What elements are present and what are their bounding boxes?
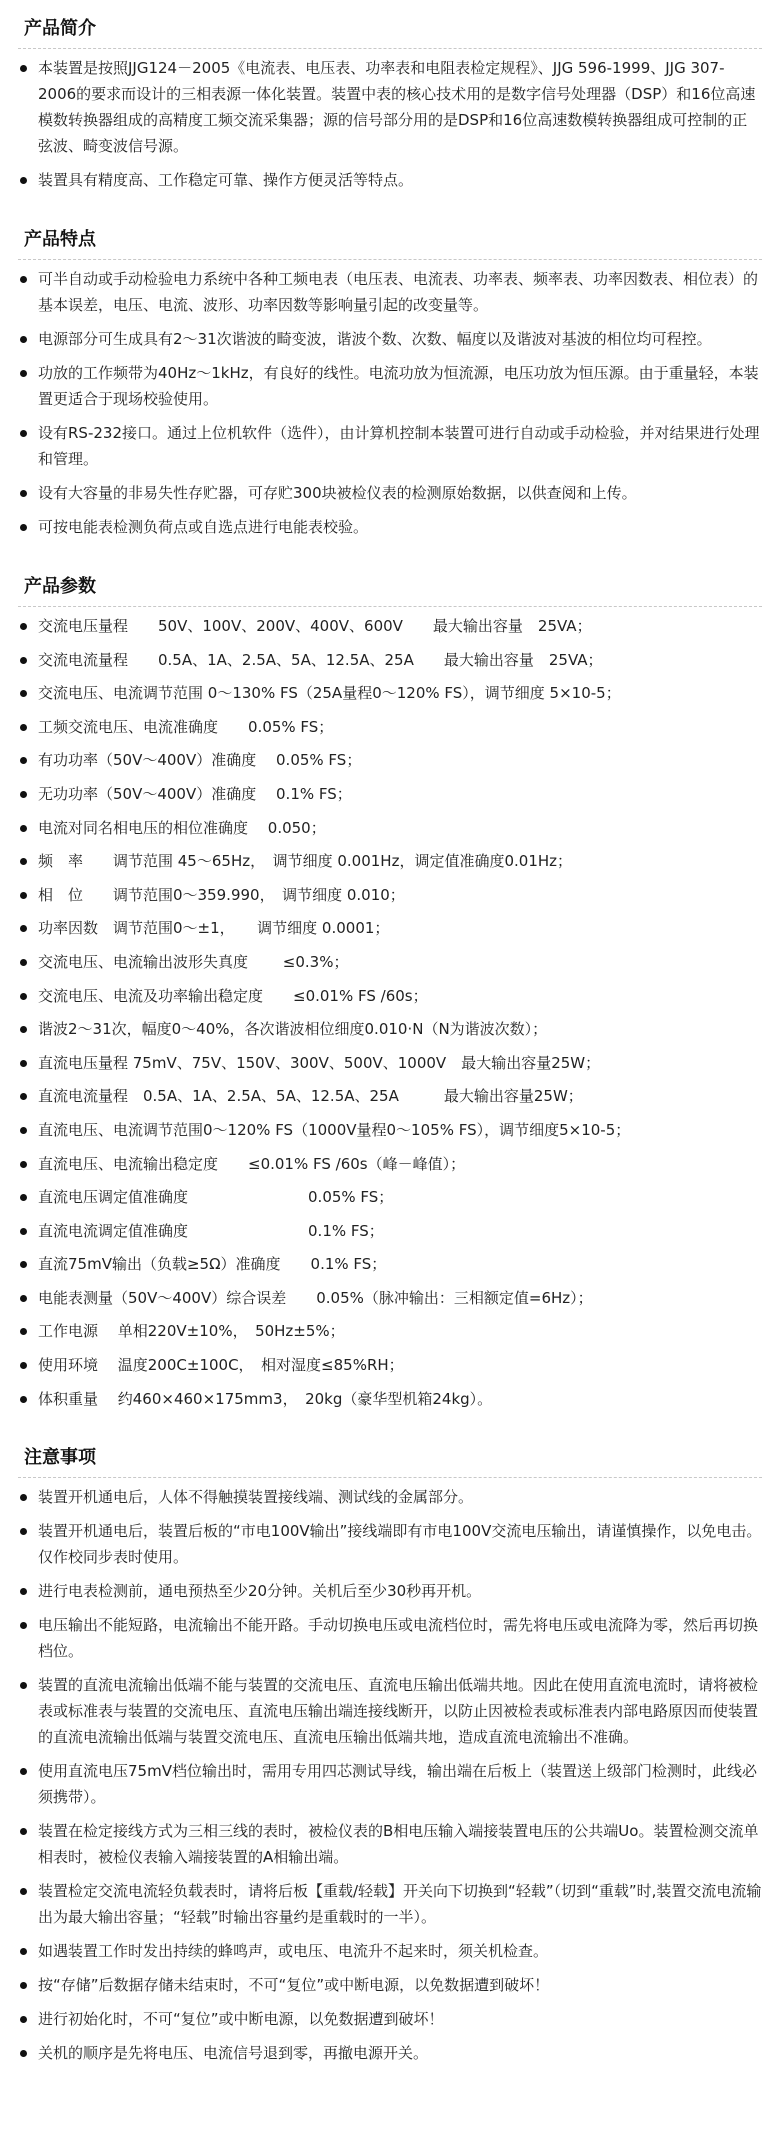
list-item [18, 1285, 762, 1311]
section-features [18, 211, 762, 558]
list-item [18, 1878, 762, 1930]
list-item [18, 167, 762, 193]
list-item-text: 设有大容量的非易失性存贮器，可存贮300块被检仪表的检测原始数据，以供查阅和上传。 [38, 484, 637, 502]
list-item [18, 815, 762, 841]
list-item [18, 1972, 762, 1998]
list-item-text: 关机的顺序是先将电压、电流信号退到零，再撤电源开关。 [38, 2044, 429, 2063]
list-item-text: 无功功率（50V～400V）准确度 0.1% FS； [38, 784, 352, 803]
section-list [18, 607, 762, 1429]
list-item [18, 781, 762, 807]
list-item [18, 915, 762, 941]
bullet-icon [20, 1194, 27, 1201]
bullet-icon [20, 757, 27, 764]
list-item-text: 装置具有精度高、工作稳定可靠、操作方便灵活等特点。 [38, 171, 414, 189]
list-item-text: 按“存储”后数据存储未结束时，不可“复位”或中断电源，以免数据遭到破坏！ [38, 1976, 550, 1995]
bullet-icon [20, 1494, 27, 1501]
section-title: 注意事项 [18, 1429, 762, 1478]
list-item-text: 使用直流电压75mV档位输出时，需用专用四芯测试导线，输出端在后板上（装置送上级部门检测时，此线必须携带）。 [38, 1762, 757, 1807]
list-item [18, 680, 762, 706]
list-item-text: 如遇装置工作时发出持续的蜂鸣声，或电压、电流升不起来时，须关机检查。 [38, 1942, 549, 1961]
list-item [18, 613, 762, 639]
list-item-text: 交流电压、电流输出波形失真度 ≤0.3%； [38, 952, 349, 971]
list-item-text: 体积重量 约460×460×175mm3， 20kg（豪华型机箱24kg）。 [38, 1389, 493, 1408]
section-title: 产品特点 [18, 211, 762, 260]
bullet-icon [20, 1261, 27, 1268]
bullet-icon [20, 524, 27, 531]
list-item [18, 266, 762, 318]
bullet-icon [20, 959, 27, 966]
list-item [18, 2006, 762, 2032]
section-list [18, 1478, 762, 2084]
list-item [18, 1151, 762, 1177]
list-item [18, 714, 762, 740]
list-item [18, 747, 762, 773]
list-item-text: 工频交流电压、电流准确度 0.05% FS； [38, 717, 334, 736]
bullet-icon [20, 1828, 27, 1835]
list-item-text: 装置开机通电后，装置后板的“市电100V输出”接线端即有市电100V交流电压输出，请谨慎操作，以免电击。仅作校同步表时使用。 [38, 1522, 762, 1567]
bullet-icon [20, 1528, 27, 1535]
list-item-text: 直流电流量程 0.5A、1A、2.5A、5A、12.5A、25A 最大输出容量25W； [38, 1087, 583, 1106]
list-item-text: 频 率 调节范围 45～65Hz， 调节细度 0.001Hz，调定值准确度0.01Hz； [38, 852, 573, 871]
list-item [18, 1758, 762, 1810]
bullet-icon [20, 276, 27, 283]
list-item-text: 直流75mV输出（负载≥5Ω）准确度 0.1% FS； [38, 1255, 387, 1274]
list-item [18, 1251, 762, 1277]
list-item [18, 1672, 762, 1750]
list-item [18, 480, 762, 506]
bullet-icon [20, 430, 27, 437]
list-item [18, 1218, 762, 1244]
bullet-icon [20, 2016, 27, 2023]
list-item [18, 647, 762, 673]
list-item-text: 相 位 调节范围0～359.990， 调节细度 0.010； [38, 885, 405, 904]
bullet-icon [20, 1622, 27, 1629]
bullet-icon [20, 370, 27, 377]
section-title: 产品参数 [18, 558, 762, 607]
list-item-text: 装置在检定接线方式为三相三线的表时，被检仪表的B相电压输入端接装置电压的公共端Uo。装置检测交流单相表时，被检仪表输入端接装置的A相输出端。 [38, 1822, 759, 1867]
list-item-text: 交流电压、电流调节范围 0～130% FS（25A量程0～120% FS），调节细度 5×10-5； [38, 684, 621, 703]
bullet-icon [20, 993, 27, 1000]
list-item-text: 装置检定交流电流轻负载表时，请将后板【重载/轻载】开关向下切换到“轻载”（切到“重载”时,装置交流电流输出为最大输出容量；“轻载”时输出容量约是重载时的一半）。 [38, 1882, 762, 1927]
bullet-icon [20, 1328, 27, 1335]
bullet-icon [20, 892, 27, 899]
list-item-text: 电压输出不能短路，电流输出不能开路。手动切换电压或电流档位时，需先将电压或电流降为零，然后再切换档位。 [38, 1616, 759, 1661]
list-item-text: 电流对同名相电压的相位准确度 0.050； [38, 818, 326, 837]
list-item-text: 直流电压、电流输出稳定度 ≤0.01% FS /60s（峰－峰值）； [38, 1154, 466, 1173]
section-intro [18, 0, 762, 211]
list-item [18, 1352, 762, 1378]
list-item-text: 工作电源 单相220V±10%， 50Hz±5%； [38, 1322, 345, 1341]
bullet-icon [20, 1588, 27, 1595]
list-item [18, 1386, 762, 1412]
section-list [18, 260, 762, 558]
list-item [18, 882, 762, 908]
list-item [18, 1016, 762, 1042]
list-item [18, 1083, 762, 1109]
list-item-text: 交流电压、电流及功率输出稳定度 ≤0.01% FS /60s； [38, 986, 428, 1005]
list-item-text: 使用环境 温度200C±100C， 相对湿度≤85%RH； [38, 1356, 404, 1375]
list-item-text: 直流电压量程 75mV、75V、150V、300V、500V、1000V 最大输出容量25W； [38, 1053, 601, 1072]
bullet-icon [20, 1982, 27, 1989]
bullet-icon [20, 177, 27, 184]
list-item-text: 进行初始化时，不可“复位”或中断电源，以免数据遭到破坏！ [38, 2010, 444, 2029]
list-item [18, 983, 762, 1009]
list-item-text: 装置开机通电后，人体不得触摸装置接线端、测试线的金属部分。 [38, 1488, 474, 1507]
bullet-icon [20, 1362, 27, 1369]
list-item-text: 直流电压调定值准确度 0.05% FS； [38, 1188, 394, 1207]
bullet-icon [20, 791, 27, 798]
list-item [18, 326, 762, 352]
list-item-text: 本装置是按照JJG124－2005《电流表、电压表、功率表和电阻表检定规程》、JJG 596-1999、JJG 307-2006的要求而设计的三相表源一体化装置。装置中表的核心技术用的是数字信号处理器（DSP）和16位高速模数转换器组成的高精度工频交流采集器；源的信号部分用的是DSP和16位高速数模转换器组成可控制的正弦波、畸变波信号源。 [38, 59, 756, 155]
bullet-icon [20, 825, 27, 832]
list-item [18, 848, 762, 874]
section-list [18, 49, 762, 211]
bullet-icon [20, 623, 27, 630]
section-title: 产品简介 [18, 0, 762, 49]
bullet-icon [20, 1161, 27, 1168]
list-item [18, 514, 762, 540]
bullet-icon [20, 1295, 27, 1302]
bullet-icon [20, 65, 27, 72]
list-item [18, 1938, 762, 1964]
bullet-icon [20, 657, 27, 664]
list-item-text: 电能表测量（50V～400V）综合误差 0.05%（脉冲输出：三相额定值=6Hz）； [38, 1288, 593, 1307]
list-item-text: 有功功率（50V～400V）准确度 0.05% FS； [38, 751, 362, 770]
bullet-icon [20, 1768, 27, 1775]
list-item [18, 949, 762, 975]
bullet-icon [20, 858, 27, 865]
list-item [18, 420, 762, 472]
list-item [18, 55, 762, 159]
list-item-text: 设有RS-232接口。通过上位机软件（选件），由计算机控制本装置可进行自动或手动检验，并对结果进行处理和管理。 [38, 424, 760, 468]
bullet-icon [20, 1948, 27, 1955]
list-item-text: 直流电压、电流调节范围0～120% FS（1000V量程0～105% FS），调节细度5×10-5； [38, 1120, 631, 1139]
list-item-text: 谐波2～31次，幅度0～40%，各次谐波相位细度0.010·N（N为谐波次数）； [38, 1020, 548, 1039]
bullet-icon [20, 2050, 27, 2057]
list-item [18, 1818, 762, 1870]
bullet-icon [20, 1060, 27, 1067]
list-item [18, 1612, 762, 1664]
list-item [18, 1117, 762, 1143]
bullet-icon [20, 336, 27, 343]
list-item [18, 1318, 762, 1344]
bullet-icon [20, 1888, 27, 1895]
bullet-icon [20, 1093, 27, 1100]
bullet-icon [20, 690, 27, 697]
section-precautions [18, 1429, 762, 2084]
list-item-text: 装置的直流电流输出低端不能与装置的交流电压、直流电压输出低端共地。因此在使用直流电流时，请将被检表或标准表与装置的交流电压、直流电压输出端连接线断开，以防止因被检表或标准表内部电路原因而使装置的直流电流输出低端与装置交流电压、直流电压输出低端共地，造成直流电流输出不准确。 [38, 1676, 759, 1747]
list-item-text: 功率因数 调节范围0～±1， 调节细度 0.0001； [38, 919, 390, 938]
bullet-icon [20, 1396, 27, 1403]
list-item [18, 1484, 762, 1510]
list-item [18, 1184, 762, 1210]
list-item [18, 2040, 762, 2066]
bullet-icon [20, 724, 27, 731]
bullet-icon [20, 1026, 27, 1033]
bullet-icon [20, 1127, 27, 1134]
list-item-text: 交流电流量程 0.5A、1A、2.5A、5A、12.5A、25A 最大输出容量 25VA； [38, 650, 603, 669]
bullet-icon [20, 1228, 27, 1235]
list-item [18, 360, 762, 412]
list-item [18, 1050, 762, 1076]
list-item-text: 进行电表检测前，通电预热至少20分钟。关机后至少30秒再开机。 [38, 1582, 482, 1601]
section-parameters [18, 558, 762, 1429]
list-item-text: 直流电流调定值准确度 0.1% FS； [38, 1221, 384, 1240]
list-item-text: 功放的工作频带为40Hz～1kHz，有良好的线性。电流功放为恒流源，电压功放为恒压源。由于重量轻，本装置更适合于现场校验使用。 [38, 364, 759, 408]
bullet-icon [20, 1682, 27, 1689]
bullet-icon [20, 925, 27, 932]
list-item-text: 可按电能表检测负荷点或自选点进行电能表校验。 [38, 518, 369, 536]
list-item-text: 交流电压量程 50V、100V、200V、400V、600V 最大输出容量 25VA； [38, 617, 592, 635]
bullet-icon [20, 490, 27, 497]
list-item-text: 可半自动或手动检验电力系统中各种工频电表（电压表、电流表、功率表、频率表、功率因数表、相位表）的基本误差，电压、电流、波形、功率因数等影响量引起的改变量等。 [38, 270, 759, 314]
list-item [18, 1578, 762, 1604]
list-item [18, 1518, 762, 1570]
list-item-text: 电源部分可生成具有2～31次谐波的畸变波，谐波个数、次数、幅度以及谐波对基波的相位均可程控。 [38, 330, 712, 348]
